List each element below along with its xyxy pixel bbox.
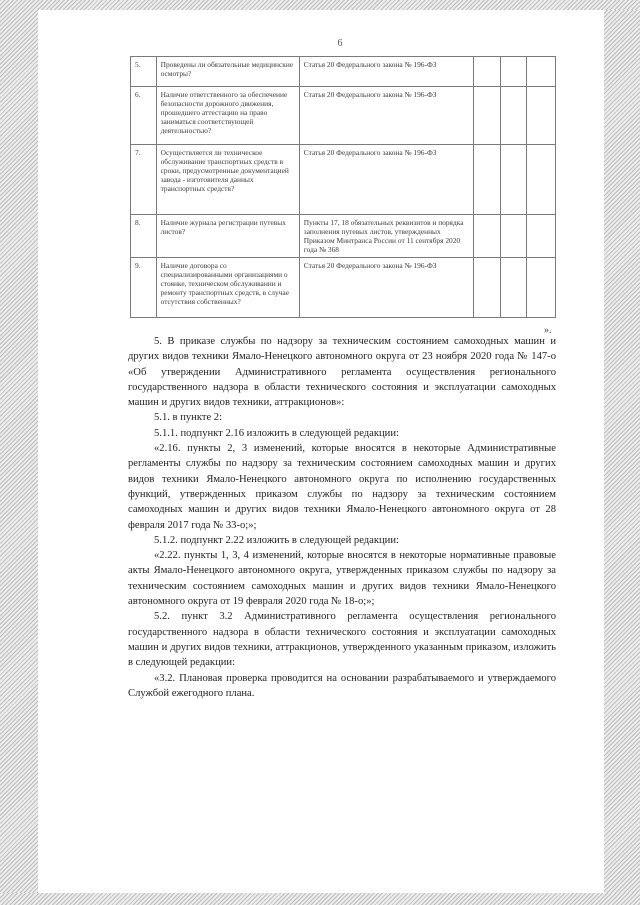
row-number: 5. (131, 57, 157, 87)
page-number: 6 (337, 38, 343, 49)
scan-border-top (0, 0, 640, 10)
row-number: 8. (131, 215, 157, 258)
answer-yes-cell (473, 215, 500, 258)
answer-no-cell (500, 57, 527, 87)
paragraph-5-1-2: 5.1.2. подпункт 2.22 изложить в следующей редакции: (154, 534, 399, 546)
table-row (131, 87, 556, 145)
row-reference: Статья 20 Федерального закона № 196-ФЗ (299, 87, 473, 145)
paragraph-2-22-text: «2.22. пункты 1, 3, 4 изменений, которые вносятся в некоторые нормативные правовые акты Ямало-Ненецкого автономного округа, утвержденных приказом службы по надзору за техническим состоянием самоходных машин и других видов техники Ямало-Ненецкого автономного округа от 19 февраля 2020 года № 18-о;»; (128, 550, 556, 608)
row-reference: Статья 20 Федерального закона № 196-ФЗ (299, 145, 473, 215)
amendment-text (128, 334, 556, 701)
answer-na-cell (527, 215, 556, 258)
answer-yes-cell (473, 258, 500, 318)
paragraph-5-1-1: 5.1.1. подпункт 2.16 изложить в следующей редакции: (154, 427, 399, 439)
row-reference: Статья 20 Федерального закона № 196-ФЗ (299, 258, 473, 318)
paragraph-3-2-text: «3.2. Плановая проверка проводится на основании разрабатываемого и утверждаемого Службой ежегодного плана. (128, 672, 556, 699)
scan-border-right (604, 0, 640, 905)
scan-border-left (0, 0, 38, 905)
table-closing-quote: ». (544, 325, 552, 336)
row-number: 9. (131, 258, 157, 318)
row-number: 7. (131, 145, 157, 215)
answer-no-cell (500, 145, 527, 215)
paragraph-2-16-text: «2.16. пункты 2, 3 изменений, которые вносятся в некоторые Административные регламенты службы по надзору за техническим состоянием самоходных машин и других видов техники Ямало-Ненецкого автономного округа по исполнению государственных функций, утвержденных приказом службы по надзору за техническим состоянием самоходных машин и других видов техники Ямало-Ненецкого автономного округа от 28 февраля 2017 года № 33-о;»; (128, 443, 556, 531)
row-question: Наличие договора со специализированными организациями о стоянке, техническом обслуживании и ремонту транспортных средств, в случае отсутствия собственных? (156, 258, 299, 318)
table-row (131, 145, 556, 215)
row-reference: Статья 20 Федерального закона № 196-ФЗ (299, 57, 473, 87)
paragraph-5-1: 5.1. в пункте 2: (154, 412, 223, 424)
row-question: Осуществляется ли техническое обслуживание транспортных средств в сроки, предусмотренные документацией завода - изготовителя данных транспортных средств? (156, 145, 299, 215)
answer-yes-cell (473, 87, 500, 145)
table-row (131, 258, 556, 318)
table-row (131, 57, 556, 87)
row-question: Наличие журнала регистрации путевых листов? (156, 215, 299, 258)
row-reference: Пункты 17, 18 обязательных реквизитов и порядка заполнения путевых листов, утвержденных Приказом Минтранса России от 11 сентября 2020 года № 368 (299, 215, 473, 258)
row-question: Проведены ли обязательные медицинские осмотры? (156, 57, 299, 87)
row-question: Наличие ответственного за обеспечение безопасности дорожного движения, прошедшего аттестацию на право заниматься соответствующей деятельностью? (156, 87, 299, 145)
answer-na-cell (527, 145, 556, 215)
answer-na-cell (527, 57, 556, 87)
scan-border-bottom (0, 893, 640, 905)
answer-na-cell (527, 87, 556, 145)
table-row (131, 215, 556, 258)
answer-na-cell (527, 258, 556, 318)
answer-no-cell (500, 215, 527, 258)
answer-yes-cell (473, 145, 500, 215)
answer-no-cell (500, 87, 527, 145)
paragraph-5: 5. В приказе службы по надзору за техническим состоянием самоходных машин и других видов техники Ямало-Ненецкого автономного округа от 23 ноября 2020 года № 147-о «Об утверждении Административного регламента осуществления регионального государственного надзора в области технического состояния и эксплуатации самоходных машин и других видов техники, аттракционов»: (128, 336, 556, 409)
answer-yes-cell (473, 57, 500, 87)
checklist-table (130, 56, 556, 318)
answer-no-cell (500, 258, 527, 318)
paragraph-5-2: 5.2. пункт 3.2 Административного регламента осуществления регионального государственного надзора в области технического состояния и эксплуатации самоходных машин и других видов техники, аттракционов, утвержденного указанным приказом, изложить в следующей редакции: (128, 611, 556, 669)
row-number: 6. (131, 87, 157, 145)
